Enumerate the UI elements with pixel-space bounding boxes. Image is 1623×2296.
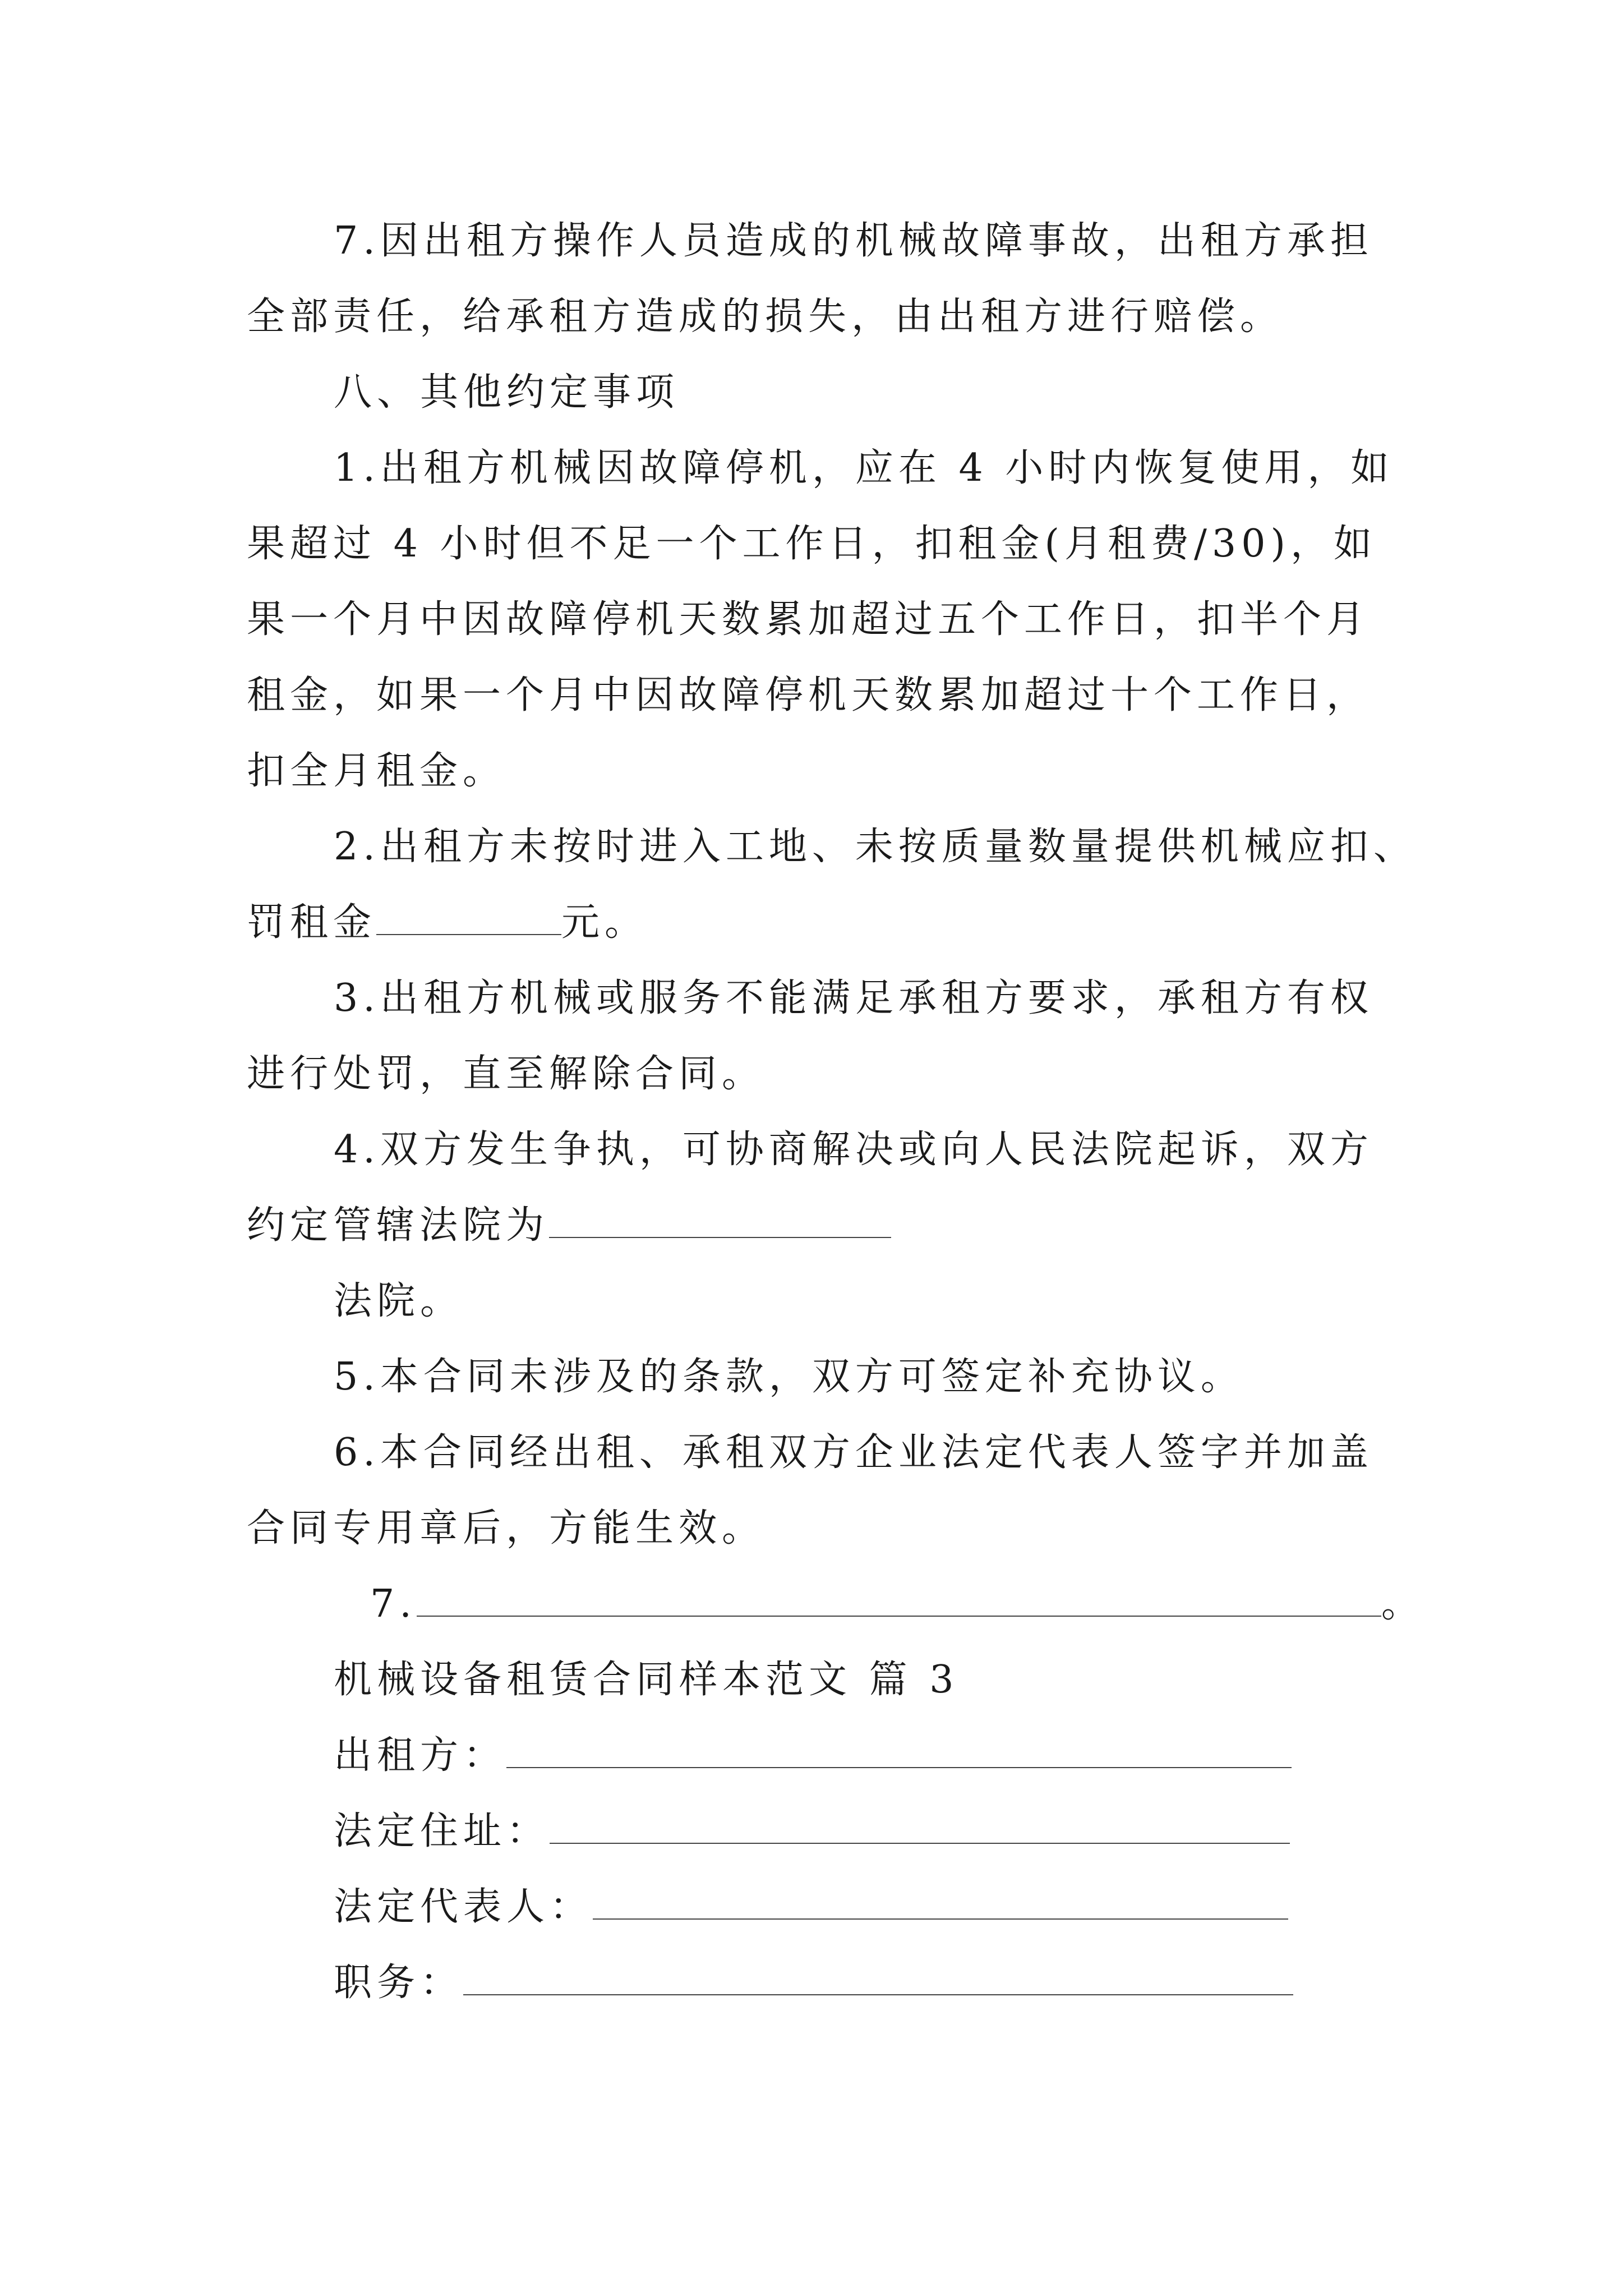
court-name-blank[interactable] — [549, 1202, 891, 1238]
clause-4-court — [0, 1276, 1623, 1327]
field-legal-address — [0, 1806, 1623, 1857]
text-line: 2.出租方未按时进入工地、未按质量数量提供机械应扣、 — [334, 825, 1417, 869]
clause-5 — [0, 1352, 1623, 1402]
lessor-blank[interactable] — [506, 1732, 1292, 1768]
clause-3-cont — [0, 1049, 1623, 1099]
clause-1-cont — [0, 595, 1623, 645]
text-line: 3.出租方机械或服务不能满足承租方要求，承租方有权 — [334, 976, 1373, 1020]
clause-2 — [0, 822, 1623, 872]
field-legal-representative — [0, 1882, 1623, 1932]
text-line: 1.出租方机械因故障停机，应在 4 小时内恢复使用，如 — [334, 446, 1394, 490]
text-line: 7.因出租方操作人员造成的机械故障事故，出租方承担 — [334, 219, 1373, 263]
clause-7 — [0, 1579, 1623, 1630]
text-line: 4.双方发生争执，可协商解决或向人民法院起诉，双方 — [334, 1128, 1373, 1172]
field-label: 出租方： — [334, 1733, 507, 1778]
text-line: 5.本合同未涉及的条款，双方可签定补充协议。 — [334, 1355, 1244, 1399]
text-line: 罚租金 — [247, 900, 377, 945]
clause-3 — [0, 973, 1623, 1024]
section-heading-other-terms — [0, 367, 1623, 418]
paragraph-7-liability — [0, 216, 1623, 266]
clause-1 — [0, 443, 1623, 494]
text-line: 7. — [370, 1582, 417, 1626]
text-line: 果一个月中因故障停机天数累加超过五个工作日，扣半个月 — [247, 597, 1370, 642]
field-lessor — [0, 1731, 1623, 1781]
clause-1-cont — [0, 519, 1623, 569]
text-line: 全部责任，给承租方造成的损失，由出租方进行赔偿。 — [247, 295, 1284, 339]
position-blank[interactable] — [463, 1959, 1293, 1995]
heading-text: 八、其他约定事项 — [334, 370, 680, 415]
field-position — [0, 1958, 1623, 2008]
clause-6 — [0, 1428, 1623, 1478]
paragraph-7-liability-cont — [0, 292, 1623, 342]
section-title — [0, 1655, 1623, 1705]
text-line: 扣全月租金。 — [247, 749, 506, 793]
legal-representative-blank[interactable] — [593, 1884, 1288, 1920]
text-line: 果超过 4 小时但不足一个工作日，扣租金(月租费/30)，如 — [247, 522, 1377, 566]
text-line: 元。 — [561, 900, 648, 945]
text-line: 法院。 — [334, 1279, 464, 1323]
clause-4-cont — [0, 1200, 1623, 1251]
legal-address-blank[interactable] — [550, 1808, 1290, 1844]
clause-2-cont — [0, 898, 1623, 948]
field-label: 职务： — [334, 1961, 464, 2005]
field-label: 法定住址： — [334, 1809, 550, 1853]
clause-6-cont — [0, 1503, 1623, 1554]
text-line: 进行处罚，直至解除合同。 — [247, 1052, 766, 1096]
clause-1-cont — [0, 746, 1623, 797]
text-line: 合同专用章后，方能生效。 — [247, 1506, 766, 1550]
clause-4 — [0, 1125, 1623, 1175]
text-line: 6.本合同经出租、承租双方企业法定代表人签字并加盖 — [334, 1430, 1373, 1475]
text-line: 约定管辖法院为 — [247, 1203, 550, 1248]
field-label: 法定代表人： — [334, 1885, 593, 1929]
clause-1-cont — [0, 670, 1623, 721]
text-line: 。 — [1381, 1582, 1424, 1626]
text-line: 租金，如果一个月中因故障停机天数累加超过十个工作日， — [247, 673, 1370, 717]
clause-7-blank[interactable] — [417, 1581, 1381, 1617]
penalty-amount-blank[interactable] — [376, 899, 561, 935]
section-title-text: 机械设备租赁合同样本范文 篇 3 — [334, 1658, 959, 1702]
